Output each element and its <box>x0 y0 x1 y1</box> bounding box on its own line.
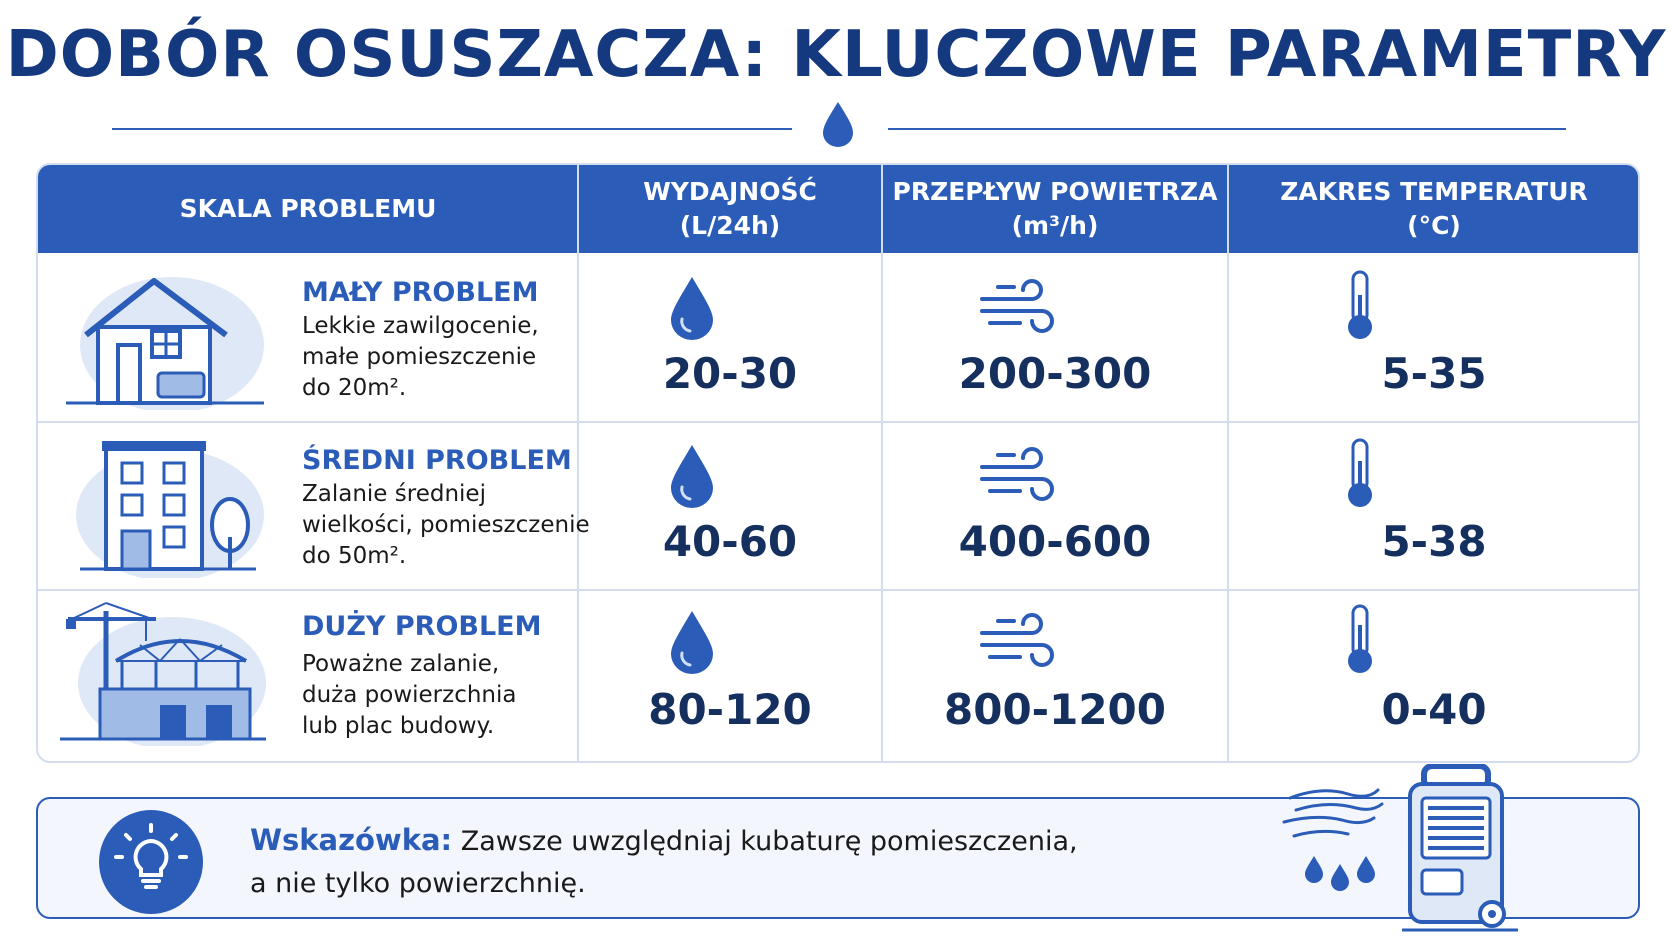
table-row <box>38 421 1638 589</box>
problem-description <box>302 311 592 404</box>
header-airflow-label: PRZEPŁYW POWIETRZA <box>892 177 1218 206</box>
description-line: lub plac budowy. <box>302 713 495 739</box>
title-divider-right <box>888 128 1566 130</box>
description-line: małe pomieszczenie <box>302 344 537 370</box>
table-row <box>38 589 1638 757</box>
water-drop-icon <box>820 100 856 148</box>
header-airflow <box>882 165 1228 253</box>
problem-description <box>302 649 592 742</box>
tip-text <box>250 819 1150 905</box>
description-line: duża powierzchnia <box>302 682 517 708</box>
description-line: Poważne zalanie, <box>302 651 500 677</box>
header-capacity-label: WYDAJNOŚĆ <box>643 177 817 206</box>
table-row <box>38 253 1638 421</box>
header-scale <box>38 165 578 253</box>
construction-site-icon <box>60 601 270 746</box>
table-header <box>38 165 1638 253</box>
airflow-value: 200-300 <box>958 349 1152 398</box>
header-temperature-label: ZAKRES TEMPERATUR <box>1280 177 1588 206</box>
wind-icon <box>978 447 1058 503</box>
capacity-value: 20-30 <box>662 349 798 398</box>
temperature-value: 0-40 <box>1381 685 1487 734</box>
problem-title: MAŁY PROBLEM <box>302 277 539 308</box>
capacity-value: 80-120 <box>648 685 812 734</box>
page-title: DOBÓR OSUSZACZA: KLUCZOWE PARAMETRY <box>5 18 1667 92</box>
problem-title: ŚREDNI PROBLEM <box>302 445 572 476</box>
parameters-table <box>36 163 1640 763</box>
problem-title: DUŻY PROBLEM <box>302 611 542 642</box>
thermometer-icon <box>1344 269 1376 343</box>
temperature-value: 5-35 <box>1381 349 1487 398</box>
thermometer-icon <box>1344 603 1376 677</box>
dehumidifier-icon <box>1282 764 1560 934</box>
problem-description <box>302 479 592 572</box>
airflow-value: 800-1200 <box>944 685 1166 734</box>
airflow-value: 400-600 <box>958 517 1152 566</box>
water-drop-icon <box>668 443 716 509</box>
description-line: do 20m². <box>302 375 407 401</box>
tip-line <box>250 819 1150 863</box>
description-line: do 50m². <box>302 543 407 569</box>
wind-icon <box>978 613 1058 669</box>
tip-label: Wskazówka: <box>250 823 453 857</box>
apartment-building-icon <box>60 433 270 578</box>
header-capacity-unit: (L/24h) <box>679 211 781 240</box>
header-airflow-unit: (m³/h) <box>1011 211 1099 240</box>
lightbulb-icon <box>98 809 204 915</box>
water-drop-icon <box>668 609 716 675</box>
house-icon <box>60 265 270 410</box>
water-drop-icon <box>668 275 716 341</box>
header-temperature-unit: (°C) <box>1407 211 1461 240</box>
temperature-value: 5-38 <box>1381 517 1487 566</box>
capacity-value: 40-60 <box>662 517 798 566</box>
header-temperature <box>1228 165 1640 253</box>
description-line: Zalanie średniej <box>302 481 486 507</box>
thermometer-icon <box>1344 437 1376 511</box>
wind-icon <box>978 279 1058 335</box>
description-line: wielkości, pomieszczenie <box>302 512 590 538</box>
title-divider-left <box>112 128 792 130</box>
description-line: Lekkie zawilgocenie, <box>302 313 539 339</box>
header-scale-label: SKALA PROBLEMU <box>179 194 437 223</box>
header-capacity <box>578 165 882 253</box>
tip-line-1: Zawsze uwzględniaj kubaturę pomieszczenia, <box>460 826 1078 857</box>
tip-line-2: a nie tylko powierzchnię. <box>250 868 586 899</box>
